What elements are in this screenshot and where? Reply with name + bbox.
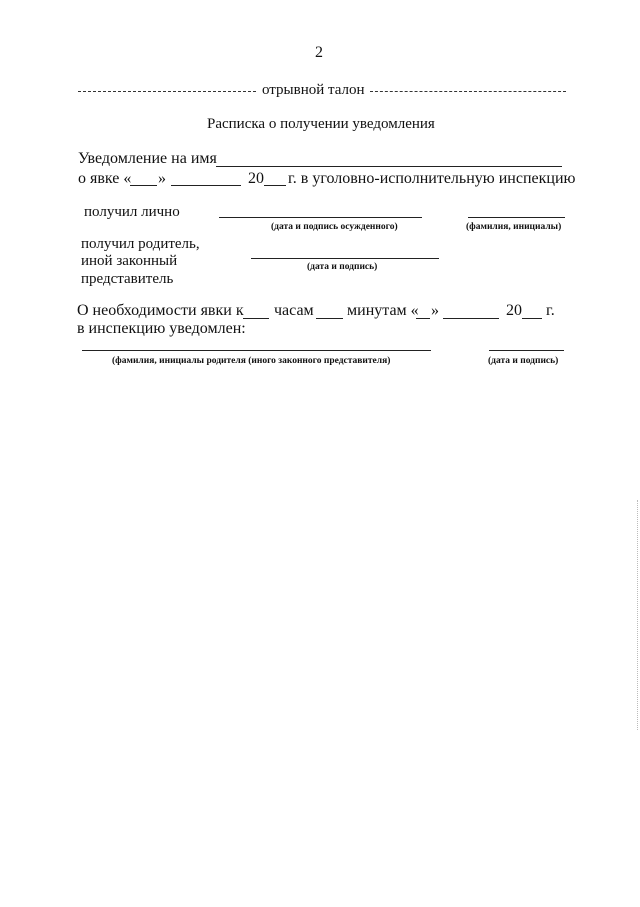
tear-off-dash-right: [370, 91, 566, 92]
notice-year-field[interactable]: [264, 185, 286, 186]
appearance-quote-close: »: [431, 302, 439, 319]
appearance-line2: в инспекцию уведомлен:: [77, 320, 246, 337]
notice-day-field[interactable]: [130, 185, 157, 186]
notice-suffix: г. в уголовно-исполнительную инспекцию: [288, 170, 576, 187]
appearance-minutes-field[interactable]: [316, 318, 343, 319]
tear-off-dash-left: [78, 91, 256, 92]
bottom-date-signature-caption: (дата и подпись): [488, 356, 559, 366]
received-parent-label-2: иной законный: [81, 253, 178, 269]
notice-year-prefix: 20: [248, 170, 264, 187]
received-personally-label: получил лично: [84, 204, 180, 220]
received-parent-label-1: получил родитель,: [81, 236, 200, 252]
convict-name-caption: (фамилия, инициалы): [466, 222, 562, 232]
appearance-year-suffix: г.: [546, 302, 555, 319]
page-number: 2: [315, 44, 323, 61]
tear-off-label: отрывной талон: [262, 82, 365, 98]
appearance-day-field[interactable]: [416, 318, 430, 319]
convict-signature-field[interactable]: [219, 217, 422, 218]
parent-signature-caption: (дата и подпись): [307, 262, 378, 272]
received-parent-label-3: представитель: [81, 271, 174, 287]
appearance-year-field[interactable]: [522, 318, 542, 319]
appearance-prefix: О необходимости явки к: [77, 302, 244, 319]
convict-name-field[interactable]: [468, 217, 565, 218]
convict-signature-caption: (дата и подпись осужденного): [271, 222, 398, 232]
parent-name-field[interactable]: [82, 350, 431, 351]
notice-name-field[interactable]: [216, 166, 562, 167]
notice-quote-close: »: [158, 170, 166, 187]
parent-name-caption: (фамилия, инициалы родителя (иного законного представителя): [112, 356, 391, 366]
scan-edge-mark: [637, 500, 638, 730]
appearance-hours-field[interactable]: [243, 318, 269, 319]
notice-appear-prefix: о явке «: [78, 170, 132, 187]
appearance-year-prefix: 20: [506, 302, 522, 319]
appearance-hours-label: часам: [274, 302, 314, 319]
notice-month-field[interactable]: [171, 185, 241, 186]
appearance-minutes-label: минутам «: [347, 302, 419, 319]
bottom-date-signature-field[interactable]: [489, 350, 564, 351]
document-title: Расписка о получении уведомления: [207, 116, 435, 132]
parent-signature-field[interactable]: [251, 258, 439, 259]
appearance-month-field[interactable]: [443, 318, 499, 319]
notice-name-label: Уведомление на имя: [78, 150, 217, 167]
